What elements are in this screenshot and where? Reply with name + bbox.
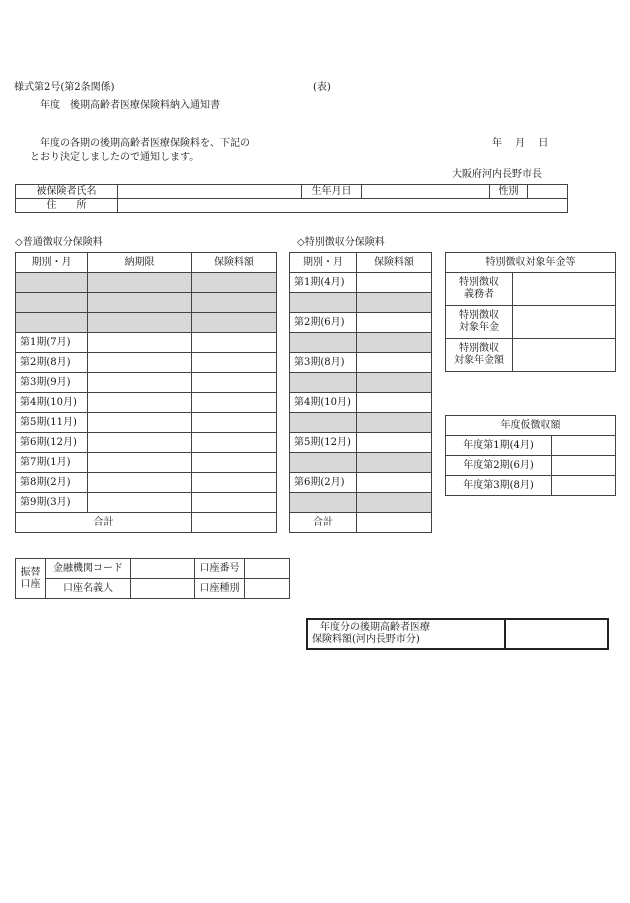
table-row xyxy=(290,353,432,373)
amount-cell[interactable] xyxy=(192,413,277,433)
blank-cell xyxy=(88,293,192,313)
special-total-label: 合計 xyxy=(290,513,357,533)
regular-period-label: 第1期(7月) xyxy=(16,333,88,353)
due-date-cell[interactable] xyxy=(88,393,192,413)
birth-date-field[interactable] xyxy=(362,185,490,199)
amount-cell[interactable] xyxy=(552,456,616,476)
regular-header-due-date: 納期限 xyxy=(88,253,192,273)
address-field[interactable] xyxy=(118,199,568,213)
regular-period-label: 第9期(3月) xyxy=(16,493,88,513)
table-row xyxy=(16,493,277,513)
table-row xyxy=(16,453,277,473)
regular-header-amount: 保険料額 xyxy=(192,253,277,273)
special-total-amount[interactable] xyxy=(357,513,432,533)
annual-premium-field[interactable] xyxy=(505,619,608,649)
account-type-field[interactable] xyxy=(245,579,290,599)
issue-date: 年 月 日 xyxy=(492,138,549,149)
document-title: 年度 後期高齢者医療保険料納入通知書 xyxy=(40,100,220,111)
account-type-label: 口座種別 xyxy=(195,579,245,599)
pension-table-title: 特別徴収対象年金等 xyxy=(446,253,616,273)
account-number-field[interactable] xyxy=(245,559,290,579)
table-row xyxy=(290,393,432,413)
side-label: (表) xyxy=(313,82,331,93)
table-row xyxy=(446,456,616,476)
table-row xyxy=(16,393,277,413)
intro-text-line2: とおり決定しましたので通知します。 xyxy=(30,152,200,163)
blank-cell xyxy=(357,413,432,433)
pension-type-field[interactable] xyxy=(513,306,616,339)
regular-total-amount[interactable] xyxy=(192,513,277,533)
table-row xyxy=(16,373,277,393)
special-period-label: 第3期(8月) xyxy=(290,353,357,373)
amount-cell[interactable] xyxy=(192,333,277,353)
provisional-table-title: 年度仮徴収額 xyxy=(446,416,616,436)
table-row xyxy=(290,313,432,333)
address-label: 住 所 xyxy=(16,199,118,213)
table-row xyxy=(16,333,277,353)
account-holder-label: 口座名義人 xyxy=(46,579,131,599)
amount-cell[interactable] xyxy=(552,436,616,456)
institution-code-field[interactable] xyxy=(131,559,195,579)
due-date-cell[interactable] xyxy=(88,373,192,393)
blank-cell xyxy=(88,313,192,333)
table-row xyxy=(16,433,277,453)
annual-premium-table xyxy=(306,618,609,650)
amount-cell[interactable] xyxy=(192,353,277,373)
institution-code-label: 金融機関コード xyxy=(46,559,131,579)
table-row xyxy=(290,473,432,493)
amount-cell[interactable] xyxy=(357,473,432,493)
regular-period-label: 第8期(2月) xyxy=(16,473,88,493)
regular-period-label: 第6期(12月) xyxy=(16,433,88,453)
pension-obligor-field[interactable] xyxy=(513,273,616,306)
regular-period-label: 第4期(10月) xyxy=(16,393,88,413)
table-row xyxy=(290,273,432,293)
regular-period-label: 第5期(11月) xyxy=(16,413,88,433)
account-holder-field[interactable] xyxy=(131,579,195,599)
pension-type-label: 特別徴収 対象年金 xyxy=(446,306,513,339)
due-date-cell[interactable] xyxy=(88,453,192,473)
amount-cell[interactable] xyxy=(192,473,277,493)
regular-period-label: 第2期(8月) xyxy=(16,353,88,373)
regular-period-label: 第3期(9月) xyxy=(16,373,88,393)
regular-collection-title: ◇普通徴収分保険料 xyxy=(15,237,103,248)
insured-person-table xyxy=(15,184,568,213)
blank-cell xyxy=(357,453,432,473)
special-period-label: 第6期(2月) xyxy=(290,473,357,493)
blank-cell xyxy=(88,273,192,293)
pension-amount-label: 特別徴収 対象年金額 xyxy=(446,339,513,372)
amount-cell[interactable] xyxy=(357,353,432,373)
blank-cell xyxy=(192,273,277,293)
blank-cell xyxy=(16,273,88,293)
amount-cell[interactable] xyxy=(357,313,432,333)
special-header-amount: 保険料額 xyxy=(357,253,432,273)
blank-cell xyxy=(357,373,432,393)
birth-date-label: 生年月日 xyxy=(302,185,362,199)
special-period-label: 第2期(6月) xyxy=(290,313,357,333)
blank-cell xyxy=(290,333,357,353)
blank-cell xyxy=(357,493,432,513)
amount-cell[interactable] xyxy=(357,433,432,453)
insured-name-label: 被保険者氏名 xyxy=(16,185,118,199)
special-period-label: 第1期(4月) xyxy=(290,273,357,293)
due-date-cell[interactable] xyxy=(88,353,192,373)
table-row xyxy=(446,476,616,496)
special-period-label: 第4期(10月) xyxy=(290,393,357,413)
regular-header-period: 期別・月 xyxy=(16,253,88,273)
amount-cell[interactable] xyxy=(357,273,432,293)
blank-cell xyxy=(192,293,277,313)
blank-cell xyxy=(290,373,357,393)
insured-name-field[interactable] xyxy=(118,185,302,199)
blank-cell xyxy=(357,333,432,353)
special-header-period: 期別・月 xyxy=(290,253,357,273)
amount-cell[interactable] xyxy=(192,393,277,413)
blank-cell xyxy=(290,493,357,513)
sex-label: 性別 xyxy=(490,185,528,199)
regular-period-label: 第7期(1月) xyxy=(16,453,88,473)
pension-amount-field[interactable] xyxy=(513,339,616,372)
special-collection-table xyxy=(289,252,432,533)
due-date-cell[interactable] xyxy=(88,493,192,513)
issuer-name: 大阪府河内長野市長 xyxy=(452,169,542,180)
due-date-cell[interactable] xyxy=(88,333,192,353)
account-number-label: 口座番号 xyxy=(195,559,245,579)
annual-premium-label: 年度分の後期高齢者医療 保険料額(河内長野市分) xyxy=(307,619,505,649)
amount-cell[interactable] xyxy=(357,393,432,413)
provisional-collection-table xyxy=(445,415,616,496)
special-period-label: 第5期(12月) xyxy=(290,433,357,453)
amount-cell[interactable] xyxy=(192,493,277,513)
blank-cell xyxy=(290,293,357,313)
amount-cell[interactable] xyxy=(552,476,616,496)
provisional-period-label: 年度第3期(8月) xyxy=(446,476,552,496)
special-collection-title: ◇特別徴収分保険料 xyxy=(297,237,385,248)
table-row xyxy=(446,436,616,456)
blank-cell xyxy=(16,293,88,313)
due-date-cell[interactable] xyxy=(88,473,192,493)
blank-cell xyxy=(192,313,277,333)
blank-cell xyxy=(290,453,357,473)
amount-cell[interactable] xyxy=(192,433,277,453)
due-date-cell[interactable] xyxy=(88,433,192,453)
blank-cell xyxy=(357,293,432,313)
intro-text-line1: 年度の各期の後期高齢者医療保険料を、下記の xyxy=(40,138,250,149)
table-row xyxy=(290,433,432,453)
table-row xyxy=(16,473,277,493)
regular-collection-table xyxy=(15,252,277,533)
provisional-period-label: 年度第1期(4月) xyxy=(446,436,552,456)
amount-cell[interactable] xyxy=(192,373,277,393)
bank-transfer-table xyxy=(15,558,290,599)
table-row xyxy=(16,413,277,433)
table-row xyxy=(16,353,277,373)
due-date-cell[interactable] xyxy=(88,413,192,433)
amount-cell[interactable] xyxy=(192,453,277,473)
sex-field[interactable] xyxy=(528,185,568,199)
pension-info-table xyxy=(445,252,616,372)
form-number: 様式第2号(第2条関係) xyxy=(14,82,115,93)
blank-cell xyxy=(290,413,357,433)
blank-cell xyxy=(16,313,88,333)
pension-obligor-label: 特別徴収 義務者 xyxy=(446,273,513,306)
provisional-period-label: 年度第2期(6月) xyxy=(446,456,552,476)
transfer-account-label: 振替 口座 xyxy=(16,559,46,599)
regular-total-label: 合計 xyxy=(16,513,192,533)
